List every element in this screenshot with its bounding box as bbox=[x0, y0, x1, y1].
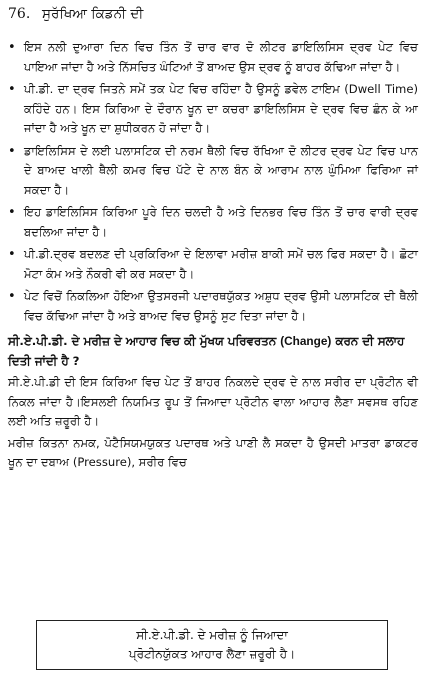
list-item bbox=[8, 142, 418, 201]
bullet-icon: • bbox=[8, 205, 16, 220]
list-item-text: ਪੀ.ਡੀ.ਦ੍ਰਵ ਬਦਲਣ ਦੀ ਪ੍ਰਕਿਰਿਆ ਦੇ ਇਲਾਵਾ ਮਰੀਜ਼ ਬਾਕੀ ਸਮੇਂ ਚਲ ਫਿਰ ਸਕਦਾ ਹੈ। ਛੋਟਾ ਮੋਟਾ ਕੰਮ ਅਤੇ ਨੌਕਰੀ ਵੀ ਕਰ ਸਕਦਾ ਹੈ। bbox=[24, 247, 418, 281]
question-english-term: (Change) bbox=[280, 334, 332, 348]
bullet-icon: • bbox=[8, 247, 16, 262]
list-item-text: ਪੀ.ਡੀ. ਦਾ ਦ੍ਰਵ ਜਿਤਨੇ ਸਮੇਂ ਤਕ ਪੇਟ ਵਿਚ ਰਹਿੰਦਾ ਹੈ ਉਸਨੂੰ ਡਵੇਲ ਟਾਇਮ (Dwell Time) ਕਹਿੰਦੇ ਹਨ। ਇਸ ਕਿਰਿਆ ਦੇ ਦੌਰਾਨ ਖੂਨ ਦਾ ਕਚਰਾ ਡਾਇਲਿਸਿਸ ਦੇ ਦ੍ਰਵ ਵਿਚ ਛੰਨ ਕੇ ਆ ਜਾਂਦਾ ਹੈ ਅਤੇ ਖੂਨ ਦਾ ਸ਼ੁਧੀਕਰਨ ਹੋ ਜਾਂਦਾ ਹੈ। bbox=[24, 82, 418, 135]
list-item bbox=[8, 287, 418, 326]
callout-box bbox=[36, 620, 388, 670]
page-header bbox=[8, 6, 418, 32]
section-question bbox=[8, 332, 418, 371]
list-item-text: ਇਸ ਨਲੀ ਦੁਆਰਾ ਦਿਨ ਵਿਚ ਤਿੰਨ ਤੋਂ ਚਾਰ ਵਾਰ ਦੋ ਲੀਟਰ ਡਾਇਲਿਸਿਸ ਦ੍ਰਵ ਪੇਟ ਵਿਚ ਪਾਇਆ ਜਾਂਦਾ ਹੈ ਅਤੇ ਨਿੱਸਚਿਤ ਘੰਟਿਆਂ ਤੋਂ ਬਾਅਦ ਉਸ ਦ੍ਰਵ ਨੂੰ ਬਾਹਰ ਕੱਢਿਆ ਜਾਂਦਾ ਹੈ। bbox=[24, 40, 418, 74]
paragraph: ਸੀ.ਏ.ਪੀ.ਡੀ ਦੀ ਇਸ ਕਿਰਿਆ ਵਿਚ ਪੇਟ ਤੋਂ ਬਾਹਰ ਨਿਕਲਦੇ ਦ੍ਰਵ ਦੇ ਨਾਲ ਸਰੀਰ ਦਾ ਪ੍ਰੋਟੀਨ ਵੀ ਨਿਕਲ ਜਾਂਦਾ ਹੈ।ਇਸਲਈ ਨਿਯਮਿਤ ਰੂਪ ਤੋਂ ਜਿਆਦਾ ਪ੍ਰੋਟੀਨ ਵਾਲਾ ਆਹਾਰ ਲੈਣਾ ਸਵਸਥ ਰਹਿਣ ਲਈ ਅਤਿ ਜ਼ਰੂਰੀ ਹੈ। bbox=[8, 375, 418, 428]
question-part-2: ਕਰਨ ਦੀ ਸਲਾਹ ਦਿਤੀ ਜਾਂਦੀ ਹੈ ? bbox=[8, 334, 405, 368]
list-item-text: ਪੇਟ ਵਿਚੋਂ ਨਿਕਲਿਆ ਹੋਇਆ ਉਤਸਰਜੀ ਪਦਾਰਥਯੁੱਕਤ ਅਸ਼ੁਧ ਦ੍ਰਵ ਉਸੀ ਪਲਾਸਟਿਕ ਦੀ ਥੈਲੀ ਵਿਚ ਕੱਢਿਆ ਜਾਂਦਾ ਹੈ ਅਤੇ ਬਾਅਦ ਵਿਚ ਉਸਨੂੰ ਸੁਟ ਦਿਤਾ ਜਾਂਦਾ ਹੈ। bbox=[24, 289, 418, 323]
bullet-icon: • bbox=[8, 40, 16, 55]
list-item bbox=[8, 80, 418, 139]
running-title: ਸੁਰੱਖਿਆ ਕਿਡਨੀ ਦੀ bbox=[42, 6, 144, 22]
list-item-text: ਡਾਇਲਿਸਿਸ ਦੇ ਲਈ ਪਲਾਸਟਿਕ ਦੀ ਨਰਮ ਥੈਲੀ ਵਿਚ ਰੱਖਿਆ ਦੋ ਲੀਟਰ ਦ੍ਰਵ ਪੇਟ ਵਿਚ ਪਾਨ ਦੇ ਬਾਅਦ ਖਾਲੀ ਥੈਲੀ ਕਮਰ ਵਿਚ ਪੱਟੇ ਦੇ ਨਾਲ ਬੰਨ ਕੇ ਆਰਾਮ ਨਾਲ ਘੁੰਮਿਆ ਫਿਰਿਆ ਜਾਂ ਸਕਦਾ ਹੈ। bbox=[24, 143, 418, 197]
paragraph: ਮਰੀਜ਼ ਕਿਤਨਾ ਨਮਕ, ਪੋਟੈਸਿਯਮਯੁਕਤ ਪਦਾਰਥ ਅਤੇ ਪਾਣੀ ਲੈ ਸਕਦਾ ਹੈ ਉਸਦੀ ਮਾਤਰਾ ਡਾਕਟਰ ਖੂਨ ਦਾ ਦਬਾਅ (Pressure), ਸਰੀਰ ਵਿਚ bbox=[8, 435, 418, 469]
callout-line-1: ਸੀ.ਏ.ਪੀ.ਡੀ. ਦੇ ਮਰੀਜ਼ ਨੂੰ ਜਿਆਦਾ bbox=[136, 628, 288, 642]
bullet-icon: • bbox=[8, 82, 16, 97]
bullet-list bbox=[8, 38, 418, 326]
page-number: 76. bbox=[8, 6, 31, 22]
question-part-1: ਸੀ.ਏ.ਪੀ.ਡੀ. ਦੇ ਮਰੀਜ਼ ਦੇ ਆਹਾਰ ਵਿਚ ਕੀ ਮੁੱਖਯ ਪਰਿਵਰਤਨ bbox=[8, 334, 277, 348]
bullet-icon: • bbox=[8, 289, 16, 304]
bullet-icon: • bbox=[8, 143, 16, 159]
list-item bbox=[8, 38, 418, 77]
callout-line-2: ਪ੍ਰੋਟੀਨਯੁੱਕਤ ਆਹਾਰ ਲੈਣਾ ਜ਼ਰੂਰੀ ਹੈ। bbox=[128, 647, 296, 661]
list-item-text: ਇਹ ਡਾਇਲਿਸਿਸ ਕਿਰਿਆ ਪੂਰੇ ਦਿਨ ਚਲਦੀ ਹੈ ਅਤੇ ਦਿਨਭਰ ਵਿਚ ਤਿੰਨ ਤੋਂ ਚਾਰ ਵਾਰੀ ਦ੍ਰਵ ਬਦਲਿਆ ਜਾਂਦਾ ਹੈ। bbox=[24, 205, 418, 239]
list-item bbox=[8, 245, 418, 284]
list-item bbox=[8, 203, 418, 242]
